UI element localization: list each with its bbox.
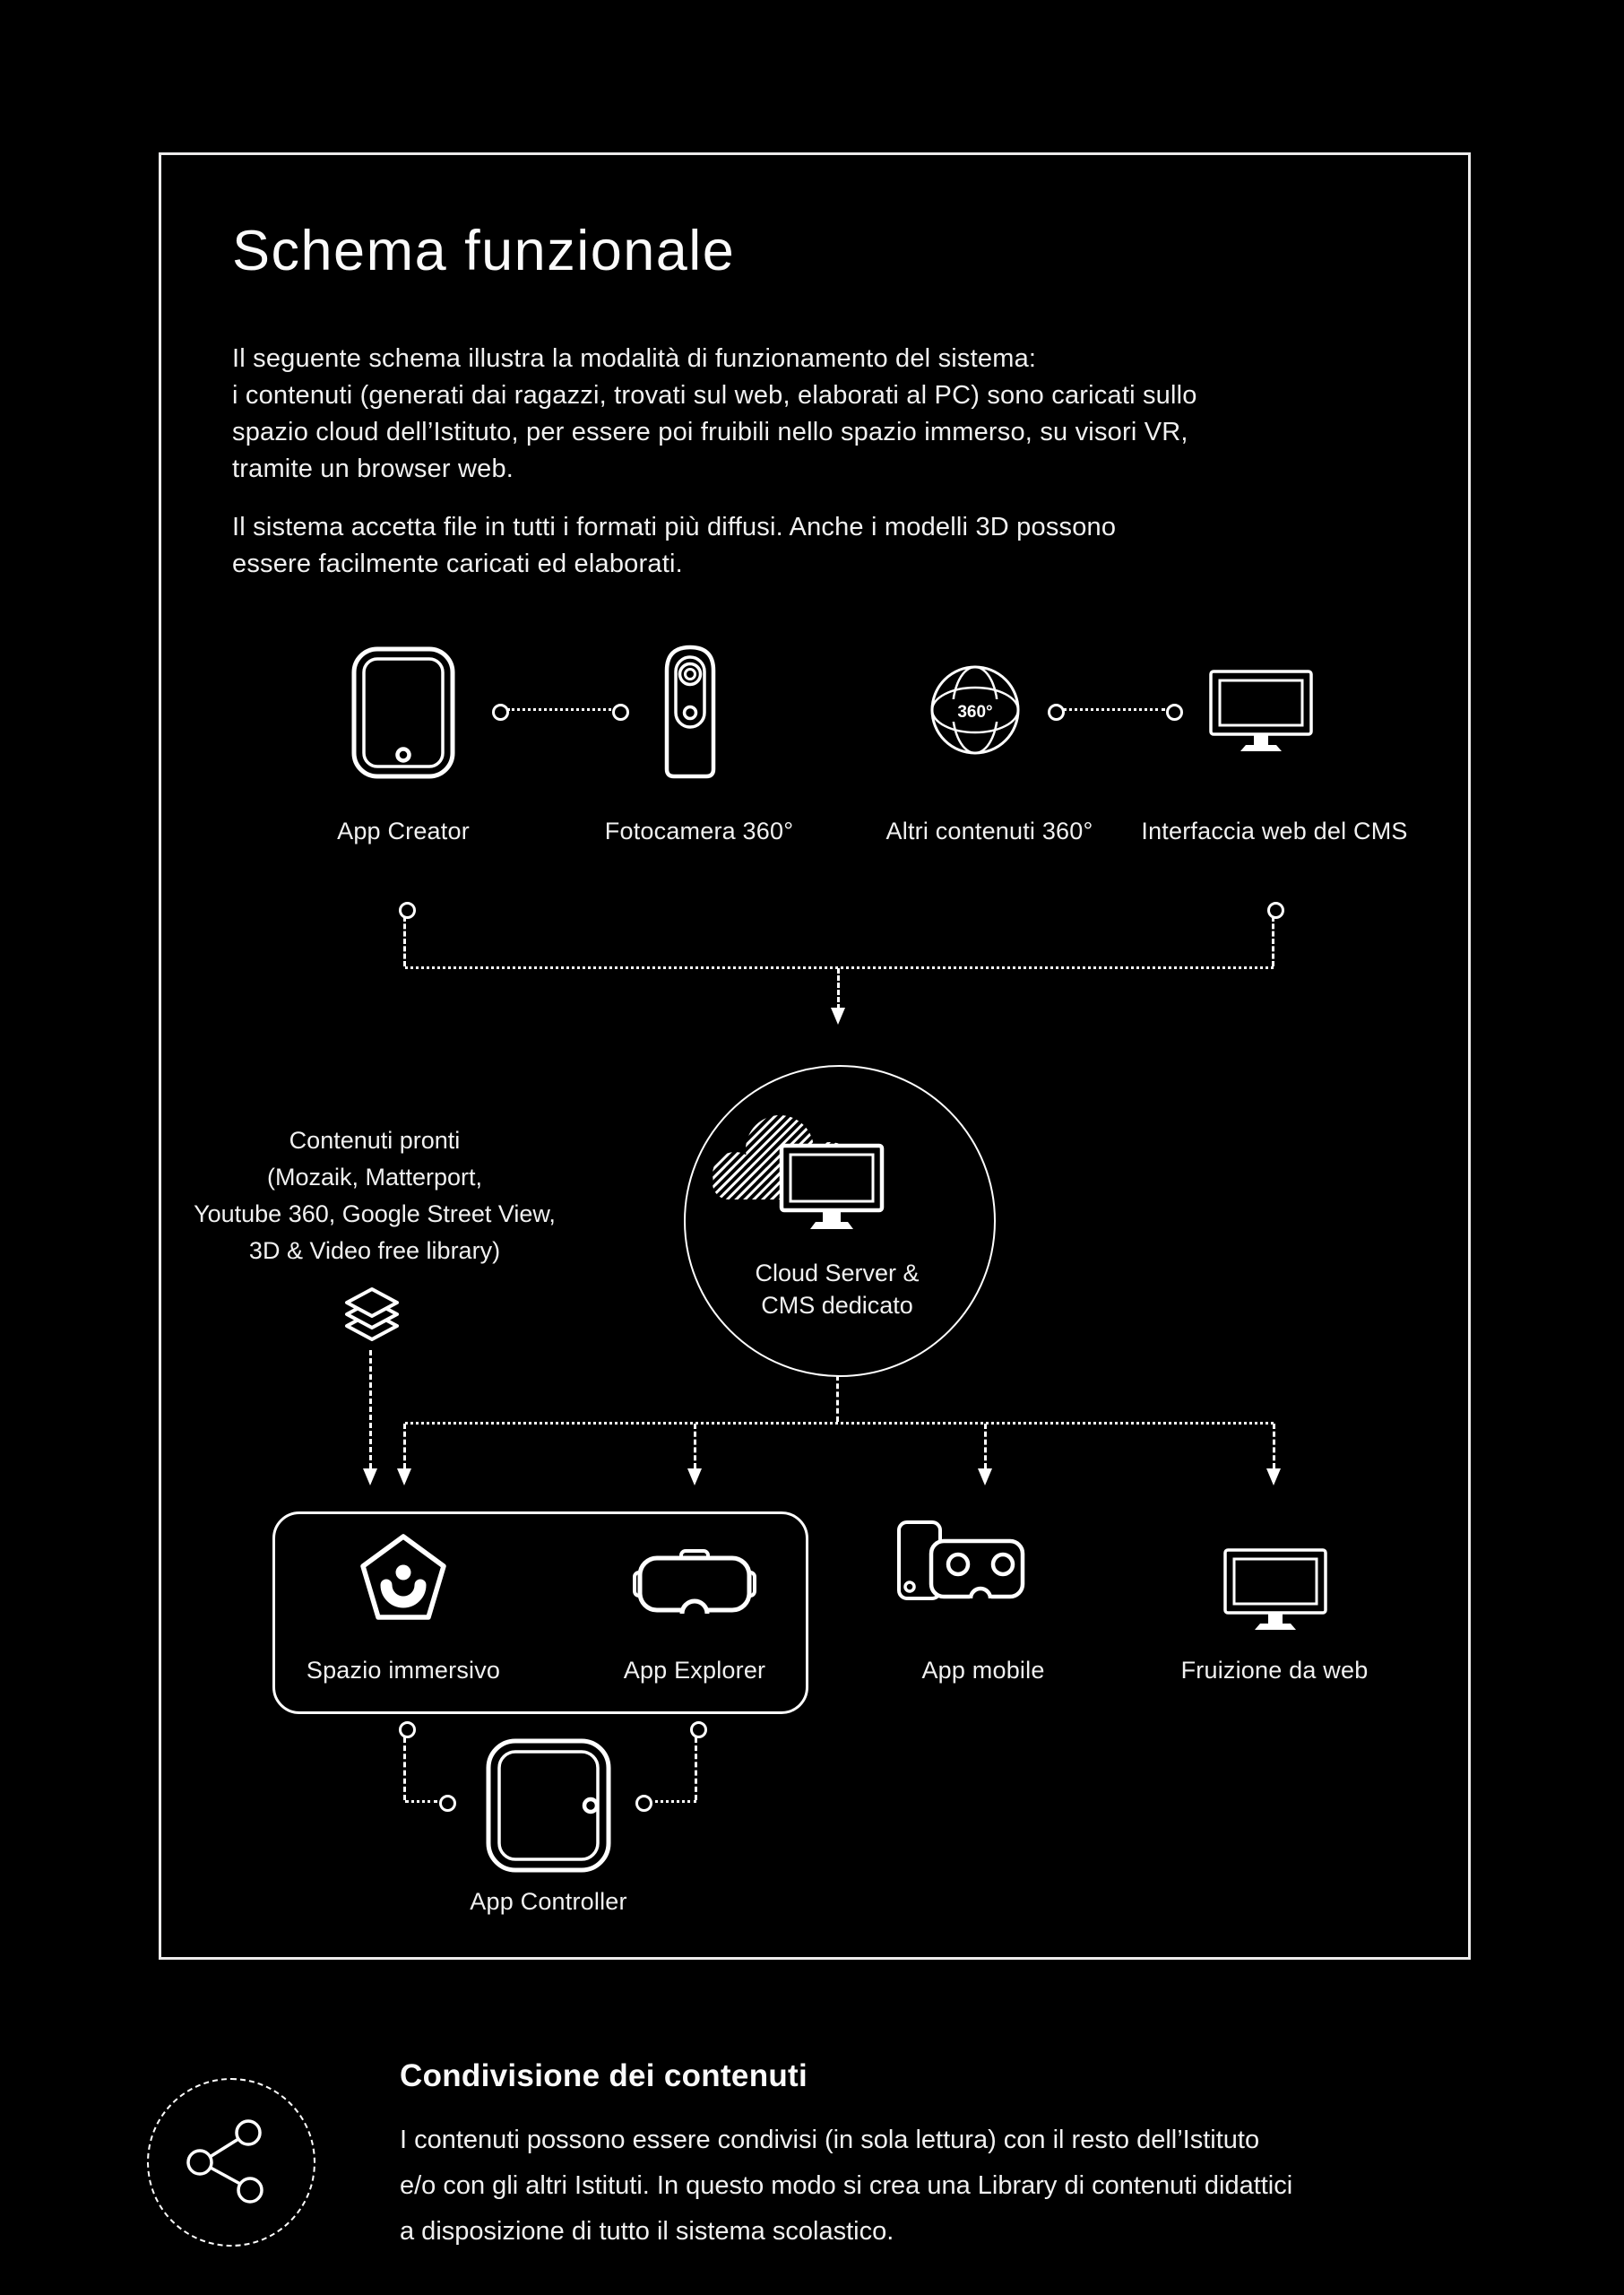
phone-cardboard-icon <box>892 1520 1026 1605</box>
sharing-line: e/o con gli altri Istituti. In questo modo si crea una Library di contenuti didattici <box>400 2171 1293 2200</box>
arrow-down-icon <box>363 1468 377 1485</box>
dotted-link <box>1063 708 1165 711</box>
tree-line <box>403 916 406 966</box>
connector-node <box>612 704 629 721</box>
globe-badge-label: 360° <box>957 703 993 722</box>
tree-node <box>1267 902 1284 919</box>
tree-line <box>1272 916 1274 966</box>
tree-line <box>369 1350 372 1468</box>
output-label-web: Fruizione da web <box>1180 1657 1369 1684</box>
tablet-icon <box>350 645 456 780</box>
tree-line <box>1273 1424 1275 1468</box>
camera-360-icon <box>663 644 717 780</box>
formats-paragraph <box>232 509 1116 583</box>
page-title: Schema funzionale <box>232 220 736 282</box>
tree-line <box>403 1424 406 1468</box>
arrow-down-icon <box>687 1468 702 1485</box>
controller-line <box>695 1737 697 1800</box>
layers-icon <box>341 1287 403 1343</box>
monitor-icon <box>1222 1547 1328 1632</box>
intro-line: spazio cloud dell’Istituto, per essere poi fruibili nello spazio immerso, su visori VR, <box>232 418 1188 446</box>
share-network-icon <box>176 2107 283 2214</box>
sharing-line: a disposizione di tutto il sistema scolastico. <box>400 2217 894 2246</box>
source-label-interfaccia: Interfaccia web del CMS <box>1141 818 1408 844</box>
cloud-label-line: CMS dedicato <box>761 1292 913 1319</box>
arrow-down-icon <box>397 1468 411 1485</box>
dotted-link <box>507 708 611 711</box>
source-label-altri-contenuti: Altri contenuti 360° <box>885 818 1093 844</box>
tree-line <box>694 1424 696 1468</box>
cloud-label-line: Cloud Server & <box>755 1260 920 1286</box>
intro-line: i contenuti (generati dai ragazzi, trovati sul web, elaborati al PC) sono caricati sullo <box>232 381 1197 410</box>
ready-content-line: Youtube 360, Google Street View, <box>194 1200 556 1227</box>
arrow-down-icon <box>1266 1468 1281 1485</box>
connector-node <box>690 1721 707 1738</box>
intro-paragraph <box>232 341 1197 488</box>
monitor-icon <box>1208 669 1314 753</box>
source-label-fotocamera: Fotocamera 360° <box>604 818 794 844</box>
connector-node <box>635 1795 652 1812</box>
connector-node <box>492 704 509 721</box>
immersive-dome-icon <box>358 1533 448 1623</box>
tablet-landscape-icon <box>485 1737 612 1874</box>
cloud-monitor-icon <box>697 1103 894 1237</box>
controller-line <box>405 1800 437 1803</box>
arrow-down-icon <box>978 1468 992 1485</box>
sharing-line: I contenuti possono essere condivisi (in sola lettura) con il resto dell’Istituto <box>400 2126 1260 2154</box>
cloud-server-label <box>755 1257 919 1321</box>
tree-line <box>836 1375 839 1422</box>
sharing-heading: Condivisione dei contenuti <box>400 2058 808 2093</box>
tree-node <box>399 902 416 919</box>
globe-360-icon <box>929 663 1022 757</box>
output-label-explorer: App Explorer <box>623 1657 766 1684</box>
arrow-down-icon <box>831 1008 845 1025</box>
ready-content-line: (Mozaik, Matterport, <box>266 1164 483 1191</box>
ready-content-line: 3D & Video free library) <box>248 1237 501 1264</box>
intro-line: tramite un browser web. <box>232 455 514 483</box>
tree-line <box>837 968 840 1009</box>
sharing-paragraph <box>400 2117 1292 2255</box>
connector-node <box>439 1795 456 1812</box>
connector-node <box>399 1721 416 1738</box>
formats-line: essere facilmente caricati ed elaborati. <box>232 550 683 578</box>
output-label-controller: App Controller <box>470 1888 627 1915</box>
source-label-app-creator: App Creator <box>337 818 470 844</box>
connector-node <box>1166 704 1183 721</box>
ready-content-block <box>194 1122 556 1269</box>
tree-line <box>984 1424 987 1468</box>
vr-headset-icon <box>634 1547 756 1619</box>
output-label-spazio: Spazio immersivo <box>306 1657 501 1684</box>
connector-node <box>1048 704 1065 721</box>
intro-line: Il seguente schema illustra la modalità di funzionamento del sistema: <box>232 344 1037 373</box>
controller-line <box>649 1800 696 1803</box>
output-label-mobile: App mobile <box>921 1657 1045 1684</box>
formats-line: Il sistema accetta file in tutti i formati più diffusi. Anche i modelli 3D possono <box>232 513 1117 541</box>
ready-content-line: Contenuti pronti <box>289 1127 461 1154</box>
tree-line <box>405 1422 1274 1425</box>
controller-line <box>403 1737 406 1800</box>
